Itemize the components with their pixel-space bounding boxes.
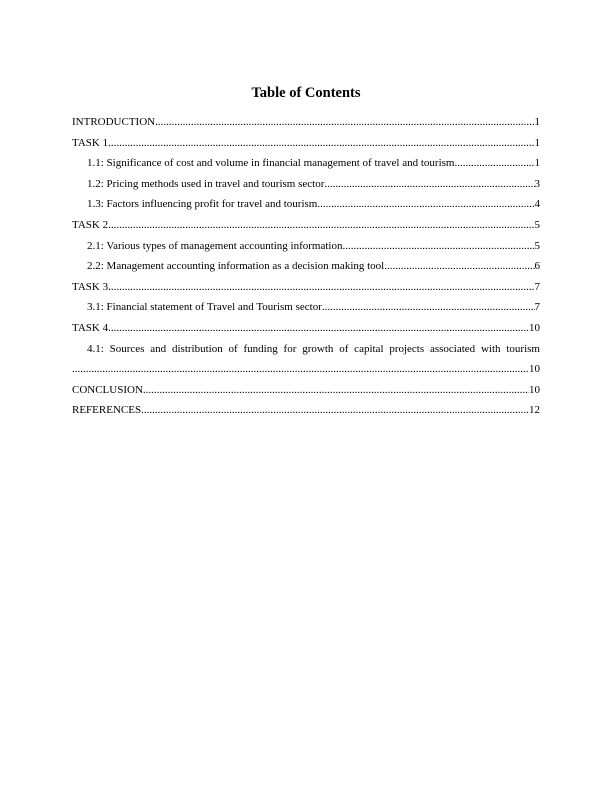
toc-list: [72, 112, 540, 421]
toc-entry-1-2[interactable]: [72, 174, 540, 195]
toc-entry-label: REFERENCES: [72, 404, 142, 417]
toc-entry-label: INTRODUCTION: [72, 116, 156, 128]
toc-leader-dots: [141, 400, 529, 421]
toc-page-number: 1: [534, 157, 540, 170]
toc-entry-1-1[interactable]: [72, 153, 540, 174]
toc-page-number: 1: [534, 116, 540, 128]
toc-page-number: 5: [534, 218, 540, 231]
toc-entry-continuation: [72, 359, 540, 380]
toc-entry-2-1[interactable]: [72, 236, 540, 257]
toc-entry-label: TASK 3: [72, 280, 109, 293]
toc-entry-label: 1.1: Significance of cost and volume in financial management of travel and tourism: [87, 157, 455, 170]
toc-entry-conclusion[interactable]: [72, 380, 540, 401]
toc-leader-dots: [384, 256, 534, 277]
toc-page-number: 1: [534, 136, 540, 149]
toc-leader-dots: [108, 277, 534, 298]
toc-leader-dots: [454, 153, 534, 174]
toc-leader-dots: [143, 380, 529, 401]
toc-leader-dots: [317, 194, 534, 215]
toc-leader-dots: [343, 236, 535, 257]
toc-entry-label: 4.1: Sources and distribution of funding for growth of capital projects associated with tourism: [87, 342, 540, 355]
toc-leader-dots: [322, 297, 535, 318]
toc-entry-introduction[interactable]: [72, 112, 540, 133]
toc-entry-references[interactable]: [72, 400, 540, 421]
toc-page-number: 3: [534, 177, 540, 190]
toc-entry-1-3[interactable]: [72, 194, 540, 215]
toc-entry-label: 2.2: Management accounting information as a decision making tool: [87, 260, 385, 273]
toc-leader-dots: [108, 215, 534, 236]
toc-page-number: 5: [534, 239, 540, 252]
toc-page-number: 10: [529, 383, 540, 396]
toc-entry-task-3[interactable]: [72, 277, 540, 298]
toc-page-number: 12: [529, 404, 540, 417]
toc-entry-label: 1.3: Factors influencing profit for travel and tourism: [87, 198, 318, 211]
toc-page-number: 6: [534, 260, 540, 273]
toc-entry-task-2[interactable]: [72, 215, 540, 236]
toc-entry-label: CONCLUSION: [72, 383, 143, 396]
toc-entry-4-1[interactable]: [72, 339, 540, 380]
toc-page-number: 4: [534, 198, 540, 211]
toc-entry-label: TASK 2: [72, 218, 109, 231]
toc-entry-label: 3.1: Financial statement of Travel and Tourism sector: [87, 301, 322, 314]
toc-entry-task-1[interactable]: [72, 133, 540, 154]
toc-leader-dots: [108, 318, 529, 339]
toc-title: Table of Contents: [251, 85, 361, 101]
toc-page-number: 10: [529, 321, 540, 334]
toc-entry-label: 2.1: Various types of management accounting information: [87, 239, 343, 252]
toc-page-number: 7: [534, 301, 540, 314]
toc-entry-label: TASK 1: [72, 136, 109, 149]
toc-entry-label: 1.2: Pricing methods used in travel and tourism sector: [87, 177, 325, 190]
toc-leader-dots: [72, 359, 529, 380]
toc-leader-dots: [324, 174, 534, 195]
toc-page-number: 10: [529, 363, 540, 376]
toc-entry-task-4[interactable]: [72, 318, 540, 339]
toc-entry-3-1[interactable]: [72, 297, 540, 318]
toc-leader-dots: [108, 133, 534, 154]
toc-page-number: 7: [534, 280, 540, 293]
toc-leader-dots: [155, 112, 534, 133]
toc-entry-label: TASK 4: [72, 321, 109, 334]
toc-entry-2-2[interactable]: [72, 256, 540, 277]
